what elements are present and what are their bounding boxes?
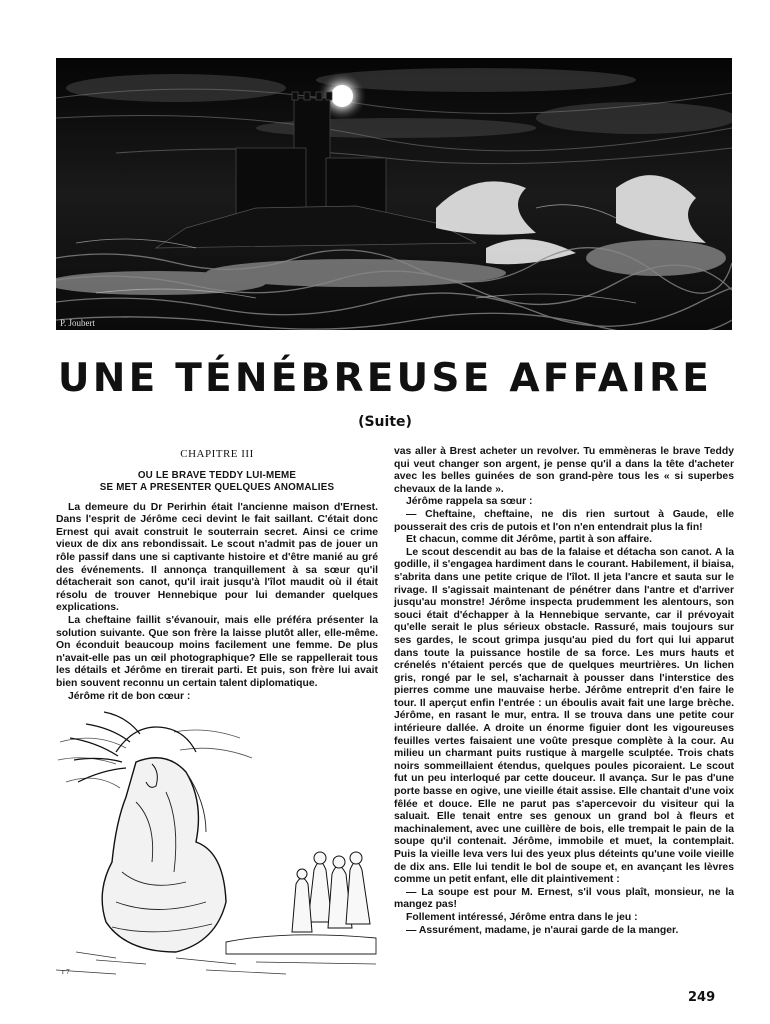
svg-text:r 7: r 7 (62, 968, 70, 976)
paragraph: — Cheftaine, cheftaine, ne dis rien surtout à Gaude, elle pousserait des cris de putois et l'on n'en entendrait plus la fin! (394, 508, 734, 533)
left-column (56, 448, 378, 728)
right-column (394, 446, 734, 937)
page-number: 249 (688, 990, 716, 1005)
paragraph: Follement intéressé, Jérôme entra dans le jeu : (406, 911, 638, 923)
header-illustration (56, 58, 732, 330)
paragraph: — Assurément, madame, je n'aurai garde de la manger. (406, 924, 679, 936)
stormy-sea-castle-illustration (56, 58, 732, 330)
paragraph: — La soupe est pour M. Ernest, s'il vous plaît, monsieur, ne la mangez pas! (394, 886, 734, 911)
paragraph: vas aller à Brest acheter un revolver. Tu emmèneras le brave Teddy qui veut changer son argent, je pense qu'il a dans la tête d'acheter avec les belles guinées de son grand-père tous les « si superbes chevaux de la lande ». (394, 446, 734, 495)
paragraph: La cheftaine faillit s'évanouir, mais elle préféra présenter la solution suivante. Que son frère la laisse plutôt aller, elle-même. On éconduit beaucoup moins facilement une femme. De plus n'avait-elle pas un œil photographique? Elle se rappellerait tous les détails et Jérôme en tirerait parti. Et puis, son frère lui avait bien souvent reconnu un certain talent diplomatique. (56, 614, 378, 689)
chapter-number: CHAPITRE III (180, 448, 254, 460)
inline-illustration (56, 702, 380, 978)
windswept-figure-with-villagers-illustration (56, 702, 380, 978)
chapter-heading (56, 470, 378, 494)
paragraph: Jérôme rit de bon cœur : (68, 690, 191, 702)
chapter-heading-line1: OU LE BRAVE TEDDY LUI-MEME (137, 469, 297, 481)
paragraph: Jérôme rappela sa sœur : (406, 496, 533, 508)
article-subtitle: (Suite) (358, 414, 412, 430)
paragraph: Le scout descendit au bas de la falaise et détacha son canot. A la godille, il s'engagea hardiment dans le courant. Habilement, il biaisa, s'abrita dans une petite crique de l'îlot. Il jeta l'ancre et sauta sur le rivage. Il s'agissait maintenant de pénétrer dans l'antre et d'arriver jusqu'au monstre! Jérôme inspecta prudemment les alentours, son souci était d'échapper à la Hennebique servante, car il prévoyait qu'elle serait le plus sérieux obstacle. Rassuré, mais toujours sur ses gardes, le scout grimpa jusqu'au pied du fort qui lui apparut dans toute la puissance hostile de sa force. Les murs hauts et crénelés n'étaient percés que de quelques meurtrières. Un lichen gris, rongé par le sel, s'acharnait à pousser dans l'interstice des pierres comme une mauvaise herbe. Jérôme entreprit d'en faire le tour. Il aperçut enfin l'entrée : un éboulis avait fait une large brèche. Jérôme, en rasant le mur, entra. Il se trouva dans une petite cour intérieure dallée. A droite un énorme figuier dont les vigoureuses feuilles vertes faisaient une voûte presque complète à la cour. Au milieu un charmant puits rustique à margelle sculptée. Trois chats noirs sommeillaient étendus, quelques poules picoraient. Le scout fut un peu interloqué par cette douceur. Il avança. Sur le pas d'une porte basse en ogive, une vieille était assise. Elle chantait d'une voix fêlée et douce. Elle ne parut pas s'apercevoir du visiteur qui la saluait. Elle tenait entre ses genoux un grand bol à fleurs et machinalement, avec une cuillère de bois, elle trempait le pain de la soupe qu'il contenait. Jérôme, immobile et muet, la contemplait. Puis la vieille leva vers lui des yeux plus déteints qu'une voile vieille de dix ans. Elle lui tendit le bol de soupe et, en avançant les lèvres comme un petit enfant, elle dit plaintivement : (394, 546, 734, 886)
artist-signature: P. Joubert (60, 318, 96, 328)
article-title: UNE TÉNÉBREUSE AFFAIRE (57, 356, 713, 401)
paragraph: Et chacun, comme dit Jérôme, partit à son affaire. (406, 534, 652, 546)
chapter-heading-line2: SE MET A PRESENTER QUELQUES ANOMALIES (99, 481, 335, 493)
paragraph: La demeure du Dr Perirhin était l'ancienne maison d'Ernest. Dans l'esprit de Jérôme ceci devint le fait saillant. C'était donc Ernest qui avait construit le souterrain secret. Ainsi ce crime vieux de dix ans rebondissait. Le scout n'admit pas de jouer un rôle passif dans une si captivante histoire et d'être manié au gré des événements. Il annonça tranquillement à sa sœur qu'il détacherait son canot, qu'il irait jusqu'à l'îlot maudit où il était résolu de trouver Hennebique pour lui demander quelques explications. (56, 501, 378, 614)
